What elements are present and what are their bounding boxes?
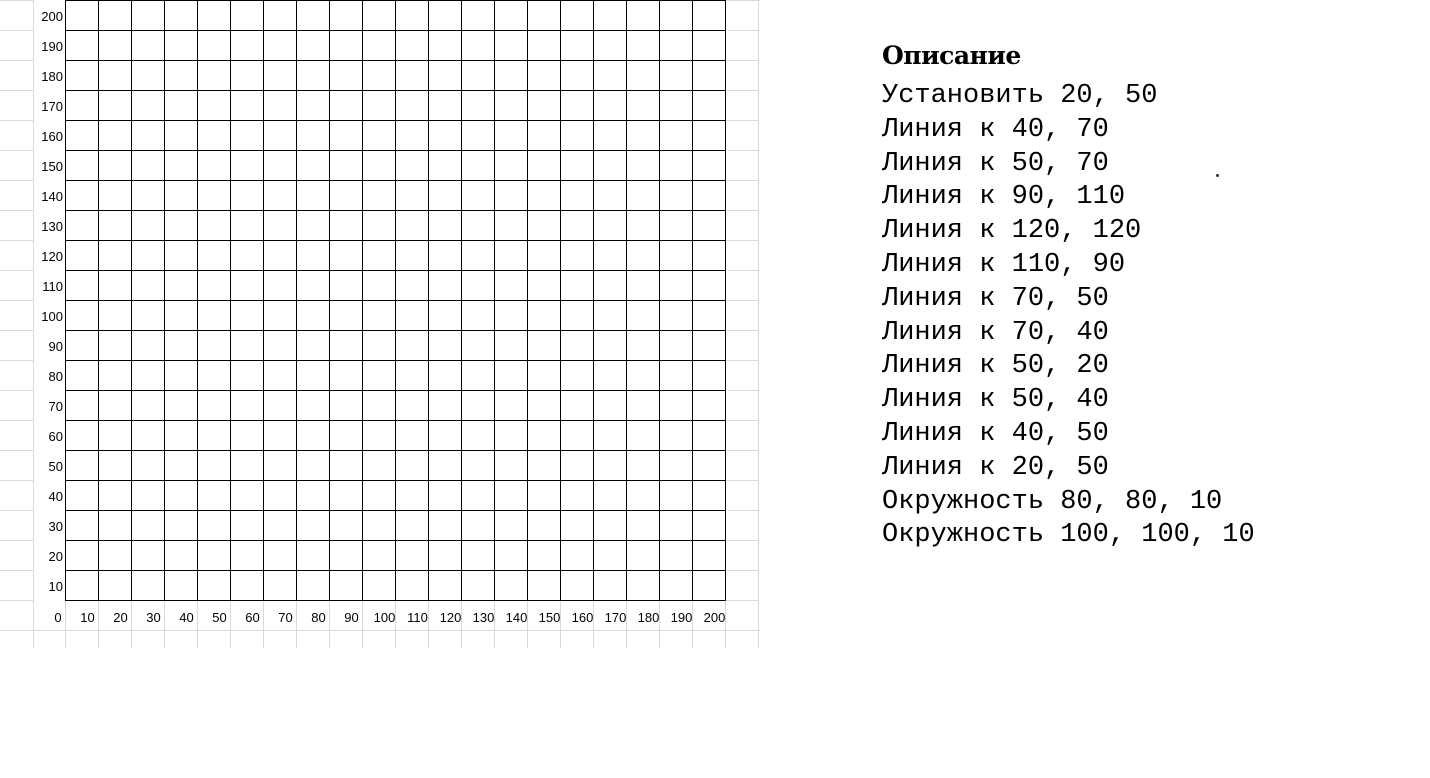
y-tick-label: 30 <box>48 519 63 534</box>
command-line: Линия к 50, 70 <box>882 148 1109 179</box>
x-tick-label: 140 <box>505 610 528 625</box>
command-list <box>882 80 1402 553</box>
y-tick-label: 150 <box>41 159 63 174</box>
command-line: Линия к 40, 50 <box>882 418 1109 449</box>
y-tick-label: 90 <box>48 339 63 354</box>
x-tick-label: 30 <box>146 610 161 625</box>
y-tick-label: 120 <box>41 249 63 264</box>
description-panel <box>882 40 1402 553</box>
command-line: Окружность 100, 100, 10 <box>882 520 1255 551</box>
y-tick-label: 80 <box>48 369 63 384</box>
command-line: Линия к 70, 50 <box>882 283 1109 314</box>
coordinate-grid <box>0 0 760 650</box>
x-tick-label: 160 <box>571 610 594 625</box>
command-line: Линия к 70, 40 <box>882 317 1109 348</box>
x-tick-label: 170 <box>604 610 627 625</box>
x-tick-label: 200 <box>703 610 726 625</box>
command-line: Линия к 50, 40 <box>882 385 1109 416</box>
command-line: Установить 20, 50 <box>882 81 1158 111</box>
y-tick-label: 160 <box>41 129 63 144</box>
y-tick-label: 130 <box>41 219 63 234</box>
x-tick-label: 20 <box>113 610 128 625</box>
x-tick-label: 60 <box>245 610 260 625</box>
stray-dot <box>1216 174 1219 177</box>
x-tick-label: 130 <box>472 610 495 625</box>
command-line: Линия к 40, 70 <box>882 114 1109 145</box>
command-line: Линия к 120, 120 <box>882 216 1142 247</box>
command-line: Линия к 20, 50 <box>882 452 1109 483</box>
x-tick-label: 70 <box>278 610 293 625</box>
x-tick-label: 50 <box>212 610 227 625</box>
x-tick-label: 190 <box>670 610 693 625</box>
command-line: Линия к 50, 20 <box>882 351 1109 382</box>
y-tick-label: 40 <box>48 489 63 504</box>
x-tick-label: 180 <box>637 610 660 625</box>
y-tick-label: 180 <box>41 69 63 84</box>
command-line: Окружность 80, 80, 10 <box>882 486 1223 517</box>
y-tick-label: 200 <box>41 9 63 24</box>
x-tick-label: 0 <box>54 610 62 625</box>
y-tick-label: 190 <box>41 39 63 54</box>
y-tick-label: 100 <box>41 309 63 324</box>
command-line: Линия к 90, 110 <box>882 182 1126 213</box>
y-tick-label: 140 <box>41 189 63 204</box>
y-tick-label: 60 <box>48 429 63 444</box>
x-tick-label: 90 <box>344 610 359 625</box>
x-tick-label: 120 <box>439 610 462 625</box>
x-tick-label: 10 <box>80 610 95 625</box>
x-tick-label: 40 <box>179 610 194 625</box>
x-tick-label: 100 <box>373 610 396 625</box>
x-tick-label: 150 <box>538 610 561 625</box>
command-line: Линия к 110, 90 <box>882 249 1126 280</box>
x-tick-label: 110 <box>407 610 428 625</box>
description-title: Описание <box>882 41 1021 70</box>
y-tick-label: 10 <box>48 579 63 594</box>
y-tick-label: 50 <box>48 459 63 474</box>
y-tick-label: 110 <box>42 279 63 294</box>
y-tick-label: 170 <box>41 99 63 114</box>
x-tick-label: 80 <box>311 610 326 625</box>
y-tick-label: 70 <box>48 399 63 414</box>
y-tick-label: 20 <box>48 549 63 564</box>
grid-svg <box>0 0 760 650</box>
